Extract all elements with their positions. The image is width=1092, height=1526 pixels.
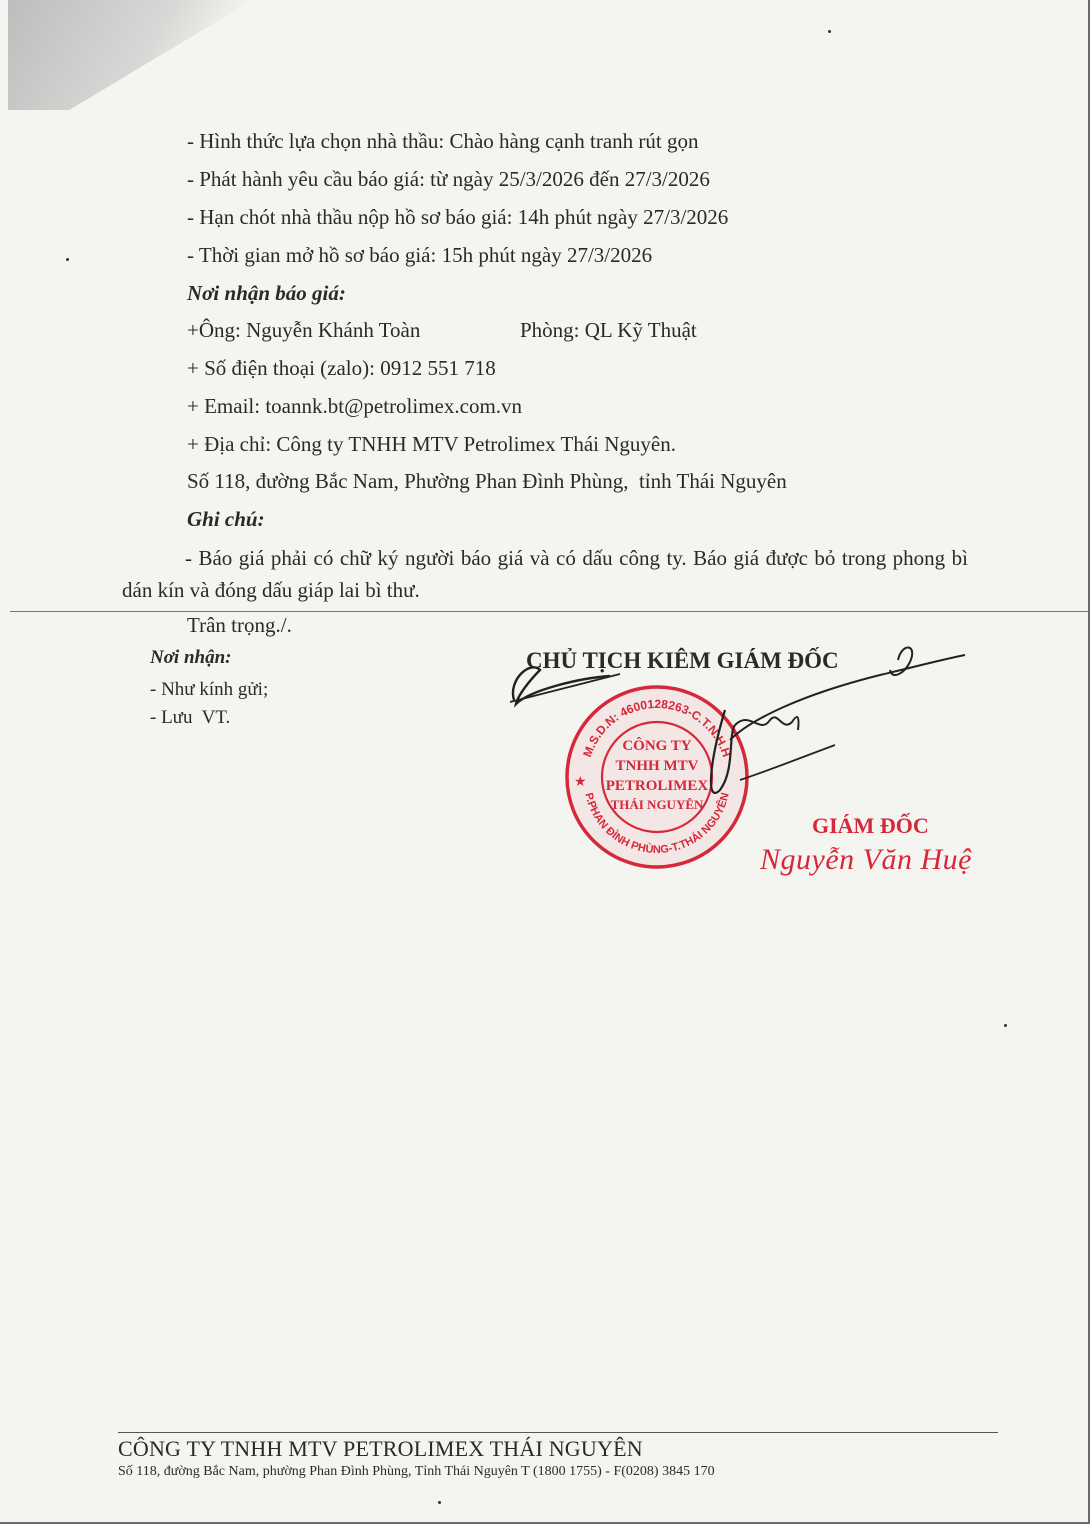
note-heading: Ghi chú: — [187, 507, 265, 531]
contact-address-line: Số 118, đường Bắc Nam, Phường Phan Đình Phùng, tỉnh Thái Nguyên — [187, 469, 787, 493]
contact-department: Phòng: QL Kỹ Thuật — [520, 318, 697, 342]
footer-address: Số 118, đường Bắc Nam, phường Phan Đình Phùng, Tỉnh Thái Nguyên T (1800 1755) - F(0208) 3845 170 — [118, 1464, 715, 1479]
scan-speck — [438, 1501, 441, 1504]
contact-address-label: + Địa chỉ: Công ty TNHH MTV Petrolimex Thái Nguyên. — [187, 432, 676, 456]
seal-ring-bottom-text: P.PHAN ĐÌNH PHÙNG-T.THÁI NGUYÊN — [582, 791, 732, 857]
contact-name: +Ông: Nguyễn Khánh Toàn — [187, 318, 421, 342]
handwritten-signature — [500, 640, 980, 820]
seal-center-line: THÁI NGUYÊN — [610, 797, 704, 812]
director-role: GIÁM ĐỐC — [812, 813, 929, 838]
seal-ring-top-text: M.S.D.N: 4600128263-C.T.N.H.H — [580, 696, 734, 759]
closing-text: Trân trọng./. — [187, 613, 292, 637]
seal-star-icon: ★ — [574, 775, 587, 790]
recipient-item: - Lưu VT. — [150, 707, 231, 728]
footer-rule — [118, 1432, 998, 1433]
receive-heading: Nơi nhận báo giá: — [187, 281, 346, 305]
contact-phone: + Số điện thoại (zalo): 0912 551 718 — [187, 356, 496, 380]
deadline-line: - Hạn chót nhà thầu nộp hồ sơ báo giá: 14h phút ngày 27/3/2026 — [187, 205, 729, 229]
recipient-item: - Như kính gửi; — [150, 679, 269, 700]
signatory-title: CHỦ TỊCH KIÊM GIÁM ĐỐC — [526, 648, 839, 673]
seal-center-line: TNHH MTV — [615, 758, 699, 774]
selection-method-line: - Hình thức lựa chọn nhà thầu: Chào hàng cạnh tranh rút gọn — [187, 129, 699, 153]
recipients-heading: Nơi nhận: — [150, 647, 232, 668]
scan-divider — [10, 611, 1088, 612]
scan-speck — [66, 258, 69, 261]
scan-corner-shadow — [8, 0, 253, 110]
seal-center-line: PETROLIMEX — [605, 778, 709, 794]
opening-time-line: - Thời gian mở hồ sơ báo giá: 15h phút ngày 27/3/2026 — [187, 243, 653, 267]
director-name: Nguyễn Văn Huệ — [760, 843, 972, 876]
issue-period-line: - Phát hành yêu cầu báo giá: từ ngày 25/3/2026 đến 27/3/2026 — [187, 167, 710, 191]
scan-speck — [828, 30, 831, 33]
contact-email: + Email: toannk.bt@petrolimex.com.vn — [187, 394, 523, 418]
note-text: - Báo giá phải có chữ ký người báo giá và có dấu công ty. Báo giá được bỏ trong phong bì dán kín và đóng dấu giáp lai bì thư. — [122, 546, 968, 602]
scan-speck — [1004, 1024, 1007, 1027]
seal-center-line: CÔNG TY — [622, 738, 692, 754]
footer-company-name: CÔNG TY TNHH MTV PETROLIMEX THÁI NGUYÊN — [118, 1436, 643, 1461]
